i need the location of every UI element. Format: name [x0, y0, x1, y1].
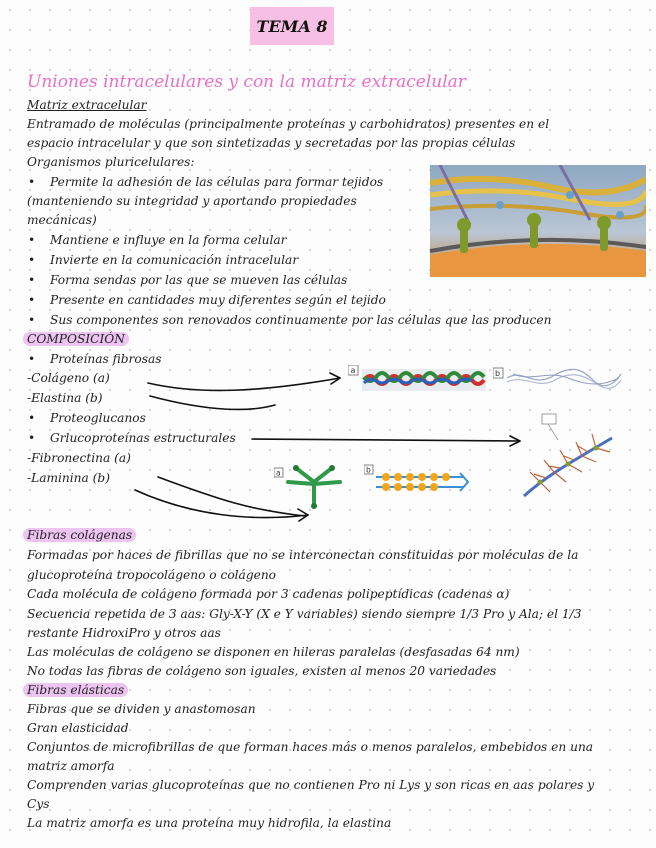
bullet-cantidades: • Presente en cantidades muy diferentes según el tejido: [50, 293, 386, 307]
organismos-label: Organismos pluricelulares:: [27, 155, 195, 169]
colagenas-line7: No todas las fibras de colágeno son iguales, existen al menos 20 variedades: [27, 664, 497, 678]
matriz-subtitle: Matriz extracelular: [27, 98, 147, 112]
fibronectin-figure: [364, 463, 474, 503]
colagenas-line1: Formadas por haces de fibrillas que no se interconectan constituidas por moléculas de la: [27, 548, 579, 562]
laminin-figure: [274, 462, 354, 512]
colagenas-line5: restante HidroxiPro y otros aas: [27, 626, 221, 640]
section-heading: Uniones intracelulares y con la matriz extracelular: [27, 72, 466, 92]
item-colageno: -Colágeno (a): [27, 371, 110, 385]
bullet-comunicacion: • Invierte en la comunicación intracelular: [50, 253, 298, 267]
elasticas-line5: Comprenden varias glucoproteínas que no contienen Pro ni Lys y son ricas en aas polares y: [27, 778, 595, 792]
item-fibronectina: -Fibronectina (a): [27, 451, 131, 465]
elasticas-line7: La matriz amorfa es una proteína muy hidrofila, la elastina: [27, 816, 392, 830]
laminin-fig-label: a: [276, 468, 281, 478]
bullet-adhesion: • Permite la adhesión de las células para formar tejidos: [50, 175, 383, 189]
bullet-fibrosas: • Proteínas fibrosas: [50, 352, 162, 366]
bullet-forma: • Mantiene e influye en la forma celular: [50, 233, 286, 247]
proteoglycan-figure: [520, 410, 616, 502]
elastin-fig-label: b: [495, 369, 501, 378]
colagenas-line2: glucoproteína tropocolágeno o colágeno: [27, 568, 277, 582]
item-laminina: -Laminina (b): [27, 471, 110, 485]
bullet-renovados: • Sus componentes son renovados continuamente por las células que las producen: [50, 313, 551, 327]
elasticas-line4: matriz amorfa: [27, 759, 115, 773]
page-title: TEMA 8: [250, 7, 334, 45]
bullet-glucoproteinas: • Grlucoproteínas estructurales: [50, 431, 236, 445]
collagen-fig-label: a: [350, 366, 356, 375]
elasticas-line2: Gran elasticidad: [27, 721, 129, 735]
elasticas-line3: Conjuntos de microfibrillas de que forman haces más o menos paralelos, embebidos en una: [27, 740, 594, 754]
elasticas-line6: Cys: [27, 797, 50, 811]
elasticas-line1: Fibras que se dividen y anastomosan: [27, 702, 256, 716]
elasticas-title: Fibras elásticas: [23, 683, 128, 697]
colagenas-line3: Cada molécula de colágeno formada por 3 cadenas polipeptídicas (cadenas α): [27, 587, 510, 601]
colagenas-line6: Las moléculas de colágeno se disponen en hileras paralelas (desfasadas 64 nm): [27, 645, 520, 659]
elastin-figure: [493, 366, 623, 392]
item-elastina: -Elastina (b): [27, 391, 103, 405]
colagenas-title: Fibras colágenas: [23, 528, 136, 542]
collagen-figure: [348, 365, 488, 393]
matriz-def-line1: Entramado de moléculas (principalmente proteínas y carbohidratos) presentes en el: [27, 117, 550, 131]
matriz-def-line2: espacio intracelular y que son sintetizadas y secretadas por las propias células: [27, 136, 516, 150]
arrow-colageno: [148, 378, 340, 390]
arrow-glucoproteinas: [252, 439, 520, 441]
bullet-proteoglucanos: • Proteoglucanos: [50, 411, 146, 425]
arrow-elastina: [150, 396, 275, 409]
bullet-sendas: • Forma sendas por las que se mueven las células: [50, 273, 347, 287]
bullet-adhesion-cont1: (manteniendo su integridad y aportando propiedades: [27, 194, 357, 208]
bullet-adhesion-cont2: mecánicas): [27, 213, 97, 227]
colagenas-line4: Secuencia repetida de 3 aas: Gly-X-Y (X e Y variables) siendo siempre 1/3 Pro y Ala; el 1/3: [27, 607, 582, 621]
composicion-title: COMPOSICIÓN: [23, 332, 129, 346]
fibronectin-fig-label: b: [366, 465, 371, 475]
